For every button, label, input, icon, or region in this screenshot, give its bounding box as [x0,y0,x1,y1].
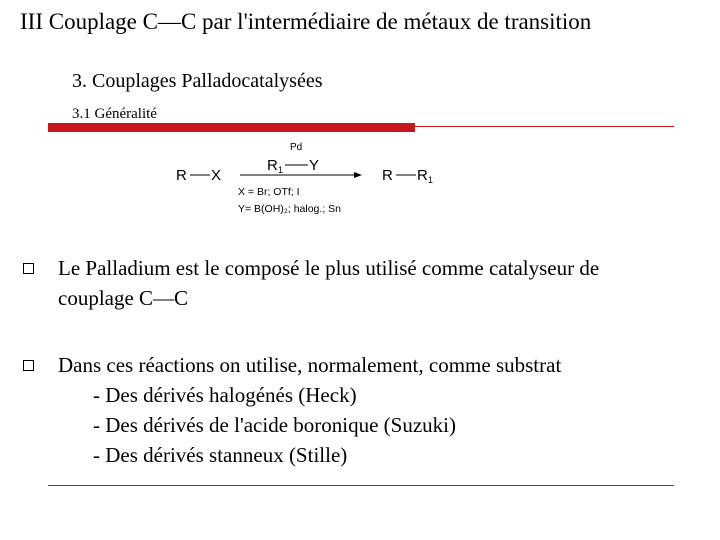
substrate-stille: - Des dérivés stanneux (Stille) [93,443,348,467]
product-r1: R [417,167,428,184]
substrate-suzuki: - Des dérivés de l'acide boronique (Suzuki) [93,413,456,437]
product-subscript: 1 [428,175,434,185]
catalyst-label: Pd [290,142,303,153]
divider-bottom [48,485,674,486]
bullet-square-icon [23,360,34,371]
bullet-line: couplage C—C [58,286,189,310]
substrate-heck: - Des dérivés halogénés (Heck) [93,383,357,407]
bullet-item-palladium [58,253,599,313]
reagent-y: Y [309,157,320,174]
bullet-line: Dans ces réactions on utilise, normalement, comme substrat [58,353,562,377]
condition-y: Y= B(OH)₂; halog.; Sn [238,203,341,215]
red-accent-bar [48,123,415,132]
divider-top [415,126,674,127]
reagent-subscript: 1 [278,165,284,175]
reactant-x: X [211,167,222,184]
reactant-r: R [176,167,187,184]
section-heading: 3.1 Généralité [72,106,157,122]
bullet-square-icon [23,263,34,274]
bullet-item-substrats [58,350,561,470]
arrow-head-icon [354,172,362,178]
slide-title: III Couplage C—C par l'intermédiaire de métaux de transition [20,9,592,34]
condition-x: X = Br; OTf; I [238,186,300,198]
slide-subtitle: 3. Couplages Palladocatalysées [72,70,323,92]
bullet-line: Le Palladium est le composé le plus utilisé comme catalyseur de [58,256,600,280]
reaction-scheme [170,135,450,220]
reagent-r: R [267,157,278,174]
product-r: R [382,167,393,184]
